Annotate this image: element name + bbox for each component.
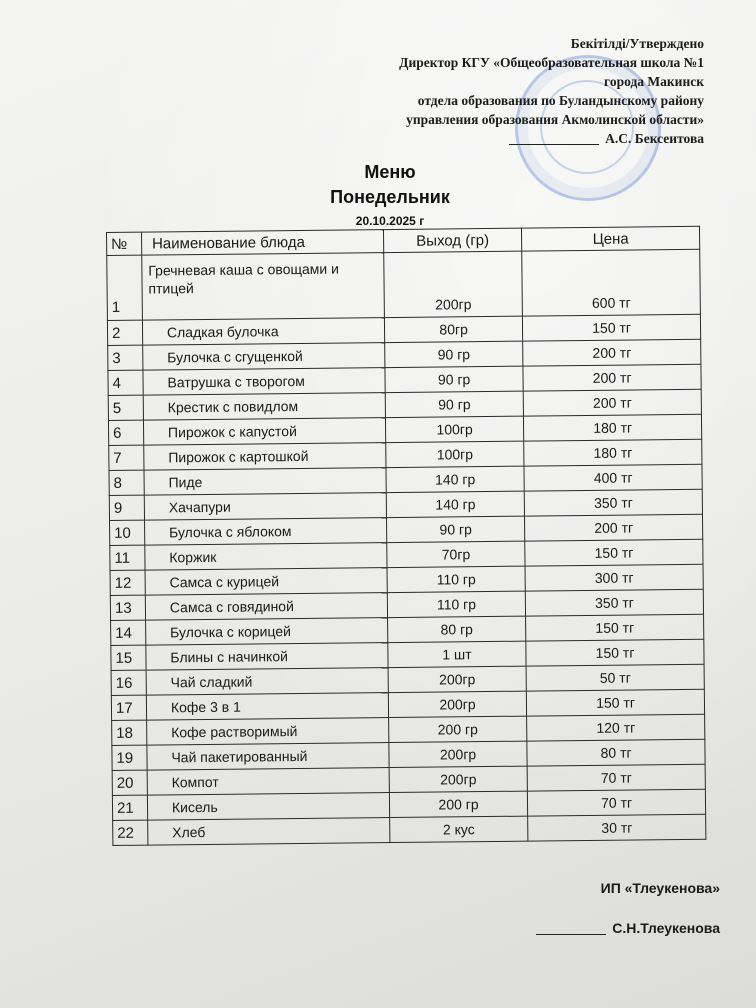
row-dish-name: Самса с говядиной: [145, 593, 387, 621]
row-number: 13: [110, 595, 145, 620]
approval-signature-line: А.С. Бексеитова: [284, 129, 704, 148]
approval-line: Бекітілді/Утверждено: [570, 36, 704, 51]
row-dish-name: Крестик с повидлом: [143, 393, 385, 421]
menu-date: 20.10.2025 г: [355, 214, 425, 228]
row-output: 2 кус: [390, 816, 528, 842]
row-dish-name: Гречневая каша с овощами и птицей: [142, 253, 385, 321]
row-number: 16: [111, 670, 146, 695]
row-output: 110 гр: [387, 591, 525, 617]
row-price: 180 тг: [524, 414, 702, 441]
row-dish-name: Самса с курицей: [145, 568, 387, 596]
approval-block: [284, 34, 704, 148]
row-output: 80гр: [384, 316, 522, 342]
row-number: 14: [111, 620, 146, 645]
row-price: 50 тг: [526, 664, 704, 691]
row-dish-name: Кофе растворимый: [147, 718, 389, 746]
row-price: 350 тг: [524, 489, 702, 516]
row-number: 7: [109, 445, 144, 470]
row-number: 17: [111, 695, 146, 720]
row-output: 140 гр: [386, 466, 524, 492]
row-number: 21: [112, 795, 147, 820]
row-price: 200 тг: [523, 389, 701, 416]
table-row: [107, 249, 701, 320]
row-price: 30 тг: [528, 814, 706, 841]
row-price: 150 тг: [526, 614, 704, 641]
row-number: 11: [110, 545, 145, 570]
row-number: 22: [113, 820, 148, 845]
approval-line: отдела образования по Буландынскому району: [417, 93, 704, 108]
row-output: 200 гр: [389, 716, 527, 742]
footer-signer: С.Н.Тлеукенова: [612, 920, 720, 936]
row-price: 150 тг: [525, 539, 703, 566]
row-output: 200гр: [388, 691, 526, 717]
row-dish-name: Блины с начинкой: [146, 643, 388, 671]
row-price: 150 тг: [523, 314, 701, 341]
row-number: 4: [108, 370, 143, 395]
row-output: 90 гр: [386, 516, 524, 542]
row-price: 70 тг: [528, 789, 706, 816]
row-price: 400 тг: [524, 464, 702, 491]
row-number: 6: [108, 420, 143, 445]
row-dish-name: Компот: [147, 768, 389, 796]
row-output: 140 гр: [386, 491, 524, 517]
menu-table: [106, 226, 706, 846]
row-output: 200гр: [389, 741, 527, 767]
header-dish-name: Наименование блюда: [141, 230, 383, 256]
row-price: 70 тг: [527, 764, 705, 791]
approval-line: Директор КГУ «Общеобразовательная школа №1: [399, 55, 704, 70]
approval-line: управления образования Акмолинской области»: [406, 112, 704, 127]
table-row: [113, 814, 706, 845]
row-price: 350 тг: [525, 589, 703, 616]
row-dish-name: Сладкая булочка: [142, 318, 384, 346]
row-output: 90 гр: [385, 341, 523, 367]
row-dish-name: Кофе 3 в 1: [146, 693, 388, 721]
row-number: 2: [107, 320, 142, 345]
row-output: 90 гр: [385, 366, 523, 392]
header-output: Выход (гр): [383, 228, 521, 252]
row-dish-name: Коржик: [145, 543, 387, 571]
row-price: 120 тг: [527, 714, 705, 741]
row-dish-name: Кисель: [147, 793, 389, 821]
header-number: №: [107, 232, 142, 255]
row-dish-name: Булочка с яблоком: [144, 518, 386, 546]
row-output: 200 гр: [389, 791, 527, 817]
header-price: Цена: [522, 226, 700, 251]
row-price: 180 тг: [524, 439, 702, 466]
row-number: 3: [108, 345, 143, 370]
row-number: 8: [109, 470, 144, 495]
row-price: 200 тг: [523, 364, 701, 391]
footer-signature: [536, 920, 720, 936]
menu-table-body: [107, 249, 706, 845]
menu-title: Меню: [364, 162, 416, 182]
row-price: 150 тг: [526, 639, 704, 666]
row-price: 200 тг: [525, 514, 703, 541]
row-number: 5: [108, 395, 143, 420]
row-number: 9: [109, 495, 144, 520]
row-number: 12: [110, 570, 145, 595]
row-output: 100гр: [385, 416, 523, 442]
footer-company: ИП «Тлеукенова»: [600, 880, 720, 896]
row-dish-name: Булочка с сгущенкой: [143, 343, 385, 371]
row-price: 200 тг: [523, 339, 701, 366]
row-dish-name: Чай сладкий: [146, 668, 388, 696]
row-dish-name: Ватрушка с творогом: [143, 368, 385, 396]
row-output: 80 гр: [387, 616, 525, 642]
row-output: 110 гр: [387, 566, 525, 592]
row-dish-name: Булочка с корицей: [145, 618, 387, 646]
row-number: 20: [112, 770, 147, 795]
row-price: 300 тг: [525, 564, 703, 591]
signature-line: [536, 934, 606, 935]
row-number: 19: [112, 745, 147, 770]
row-price: 600 тг: [522, 249, 700, 316]
row-output: 200гр: [388, 666, 526, 692]
row-output: 90 гр: [385, 391, 523, 417]
row-dish-name: Пиде: [144, 468, 386, 496]
row-output: 100гр: [386, 441, 524, 467]
approval-line: города Макинск: [604, 74, 704, 89]
row-number: 15: [111, 645, 146, 670]
row-number: 1: [107, 255, 143, 320]
row-number: 10: [110, 520, 145, 545]
row-price: 150 тг: [527, 689, 705, 716]
row-output: 1 шт: [388, 641, 526, 667]
row-output: 200гр: [389, 766, 527, 792]
row-dish-name: Чай пакетированный: [147, 743, 389, 771]
row-dish-name: Пирожок с капустой: [143, 418, 385, 446]
row-price: 80 тг: [527, 739, 705, 766]
row-dish-name: Хачапури: [144, 493, 386, 521]
row-dish-name: Пирожок с картошкой: [144, 443, 386, 471]
row-output: 200гр: [384, 251, 523, 317]
row-dish-name: Хлеб: [148, 818, 390, 846]
row-number: 18: [112, 720, 147, 745]
menu-day: Понедельник: [330, 187, 450, 207]
row-output: 70гр: [387, 541, 525, 567]
